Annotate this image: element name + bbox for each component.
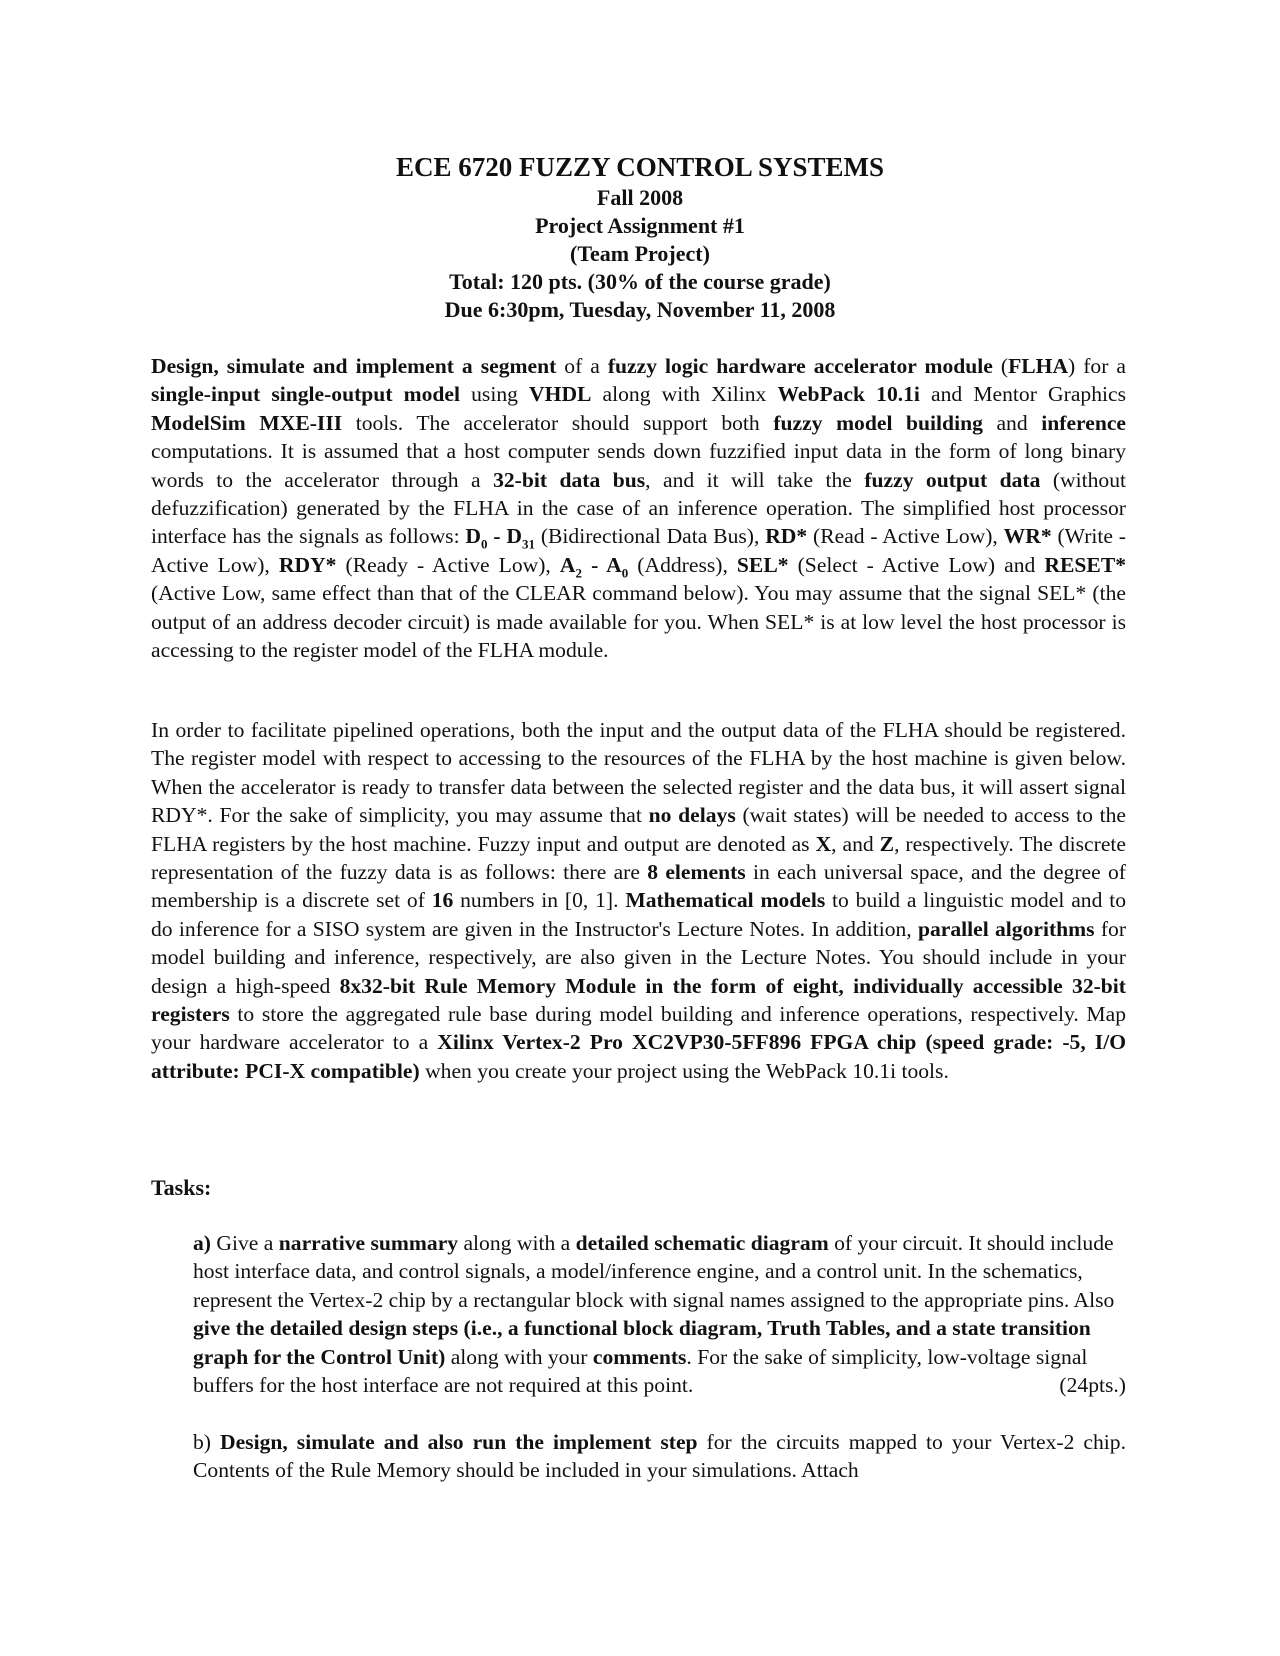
bold-text-run: single-input single-output model xyxy=(151,382,461,407)
bold-text-run: X xyxy=(815,831,832,856)
text-run: , and it will take the xyxy=(645,467,865,492)
bold-text-run: fuzzy logic hardware accelerator module xyxy=(607,354,993,378)
bold-text-run: inference xyxy=(1041,410,1126,435)
bold-text-run: 0 xyxy=(481,536,488,552)
task-a-points: (24pts.) xyxy=(1059,1373,1126,1398)
bold-text-run: 8 elements xyxy=(647,860,746,885)
bold-text-run: FLHA xyxy=(1008,354,1069,378)
text-run: of your circuit. It should include host interface data, and control signals, a model/inference engine, and a control unit. In the schematics, represent the Vertex-2 chip by a rectangular block with signal names assigned to the appropriate pins. Also xyxy=(193,1231,1115,1312)
text-run: computations. It is assumed that a host computer sends down fuzzified input data in the form of long binary words to the accelerator through a xyxy=(151,439,1126,492)
bold-text-run: WR* xyxy=(1003,524,1052,549)
text-run: and xyxy=(982,410,1042,435)
bold-text-run: 2 xyxy=(575,565,582,581)
bold-text-run: SEL* xyxy=(736,552,789,577)
text-run: (Read - Active Low), xyxy=(807,524,1004,549)
text-run: (Select - Active Low) and xyxy=(788,552,1045,577)
task-b-paragraph xyxy=(193,1428,1126,1485)
bold-text-run: Mathematical models xyxy=(625,888,826,913)
tasks-heading: Tasks: xyxy=(151,1175,212,1200)
text-run: to store the aggregated rule base during model building and inference operations, respectively. Map your hardware accelerator to a xyxy=(151,1002,1126,1055)
bold-text-run: parallel algorithms xyxy=(917,916,1095,941)
text-run: ( xyxy=(992,354,1009,378)
total-line: Total: 120 pts. (30% of the course grade) xyxy=(449,269,831,294)
bold-text-run: no delays xyxy=(648,803,736,828)
text-run: Give a xyxy=(211,1231,279,1255)
bold-text-run: D xyxy=(465,524,482,549)
bold-text-run: comments xyxy=(592,1344,687,1369)
bold-text-run: - A xyxy=(582,552,622,577)
bold-text-run: a) xyxy=(193,1231,211,1255)
due-line: Due 6:30pm, Tuesday, November 11, 2008 xyxy=(444,297,836,322)
text-run: along with Xilinx xyxy=(591,382,778,407)
text-run: to build a linguistic model and to do inference for a SISO system are given in the Instructor's Lecture Notes. In addition, xyxy=(151,888,1127,941)
course-title: ECE 6720 FUZZY CONTROL SYSTEMS xyxy=(395,152,885,182)
bold-text-run: - D xyxy=(487,524,522,549)
text-run: . For the sake of simplicity, low-voltage signal buffers for the host interface are not required at this point. xyxy=(193,1344,1088,1398)
bold-text-run: 16 xyxy=(431,888,454,913)
text-run: , and xyxy=(831,831,880,856)
assignment-line: Project Assignment #1 xyxy=(535,213,745,238)
bold-text-run: Z xyxy=(879,831,895,856)
bold-text-run: fuzzy model building xyxy=(773,410,983,435)
bold-text-run: 0 xyxy=(621,565,629,581)
task-a-text xyxy=(193,1231,1114,1397)
bold-text-run: give the detailed design steps (i.e., a functional block diagram, Truth Tables, and a state transition graph for the Control Unit) xyxy=(193,1316,1091,1369)
text-run: (Bidirectional Data Bus), xyxy=(534,524,766,549)
text-run: (Write - Active Low), xyxy=(151,524,1126,577)
text-run: when you create your project using the WebPack 10.1i tools. xyxy=(419,1058,949,1083)
text-run: (Ready - Active Low), xyxy=(336,552,560,577)
text-run: along with a xyxy=(458,1231,576,1255)
bold-text-run: 32-bit data bus xyxy=(493,467,646,492)
bold-text-run: A xyxy=(559,552,576,577)
bold-text-run: fuzzy output data xyxy=(864,467,1041,492)
intro-paragraph xyxy=(151,352,1126,664)
bold-text-run: VHDL xyxy=(529,382,592,407)
text-run: (wait states) will be needed to access to the FLHA registers by the host machine. Fuzzy input and output are denoted as xyxy=(151,803,1127,856)
text-run: b) xyxy=(193,1430,220,1454)
bold-text-run: 8x32-bit Rule Memory Module in the form of eight, individually accessible 32-bit registers xyxy=(151,973,1127,1027)
bold-text-run: RD* xyxy=(765,524,808,549)
text-run: in each universal space, and the degree of membership is a discrete set of xyxy=(151,860,1126,913)
bold-text-run: detailed schematic diagram xyxy=(575,1231,829,1255)
text-run: ) for a xyxy=(1068,354,1126,378)
text-run: for the circuits mapped to your Vertex-2 chip. Contents of the Rule Memory should be included in your simulations. Attach xyxy=(193,1430,1126,1483)
register-paragraph xyxy=(151,716,1126,1085)
text-run: for model building and inference, respectively, are also given in the Lecture Notes. You should include in your design a high-speed xyxy=(151,916,1127,998)
bold-text-run: Design, simulate and implement a segment xyxy=(151,354,557,378)
bold-text-run: ModelSim MXE-III xyxy=(151,410,343,435)
text-run: and Mentor Graphics xyxy=(919,382,1126,407)
text-run: , respectively. The discrete representation of the fuzzy data is as follows: there are xyxy=(151,831,1126,885)
document-header xyxy=(0,150,1280,324)
bold-text-run: 31 xyxy=(521,536,535,552)
bold-text-run: narrative summary xyxy=(278,1231,459,1255)
text-run: (Active Low, same effect than that of the CLEAR command below). You may assume that the signal SEL* (the output of an address decoder circuit) is made available for you. When SEL* is at low level the host processor is accessing to the register model of the FLHA module. xyxy=(151,581,1126,663)
text-run: (Address), xyxy=(628,552,737,577)
bold-text-run: RDY* xyxy=(278,552,337,577)
text-run: along with your xyxy=(445,1344,593,1369)
bold-text-run: Design, simulate and also run the implement step xyxy=(220,1430,698,1454)
bold-text-run: Xilinx Vertex-2 Pro XC2VP30-5FF896 FPGA chip (speed grade: -5, I/O attribute: PCI-X compatible) xyxy=(151,1030,1126,1083)
text-run: of a xyxy=(556,354,608,378)
bold-text-run: RESET* xyxy=(1044,552,1127,577)
text-run: (without defuzzification) generated by the FLHA in the case of an inference operation. The simplified host processor interface has the signals as follows: xyxy=(151,467,1127,549)
task-a-paragraph xyxy=(193,1229,1126,1399)
text-run: tools. The accelerator should support both xyxy=(342,410,774,435)
term-line: Fall 2008 xyxy=(596,185,684,210)
text-run: using xyxy=(460,382,530,407)
text-run: numbers in [0, 1]. xyxy=(453,888,626,913)
text-run: In order to facilitate pipelined operations, both the input and the output data of the FLHA should be registered. The register model with respect to accessing to the resources of the FLHA by the host machine is given below. When the accelerator is ready to transfer data between the selected register and the data bus, it will assert signal RDY*. For the sake of simplicity, you may assume that xyxy=(151,718,1126,828)
team-line: (Team Project) xyxy=(570,241,710,266)
bold-text-run: WebPack 10.1i xyxy=(777,382,920,407)
